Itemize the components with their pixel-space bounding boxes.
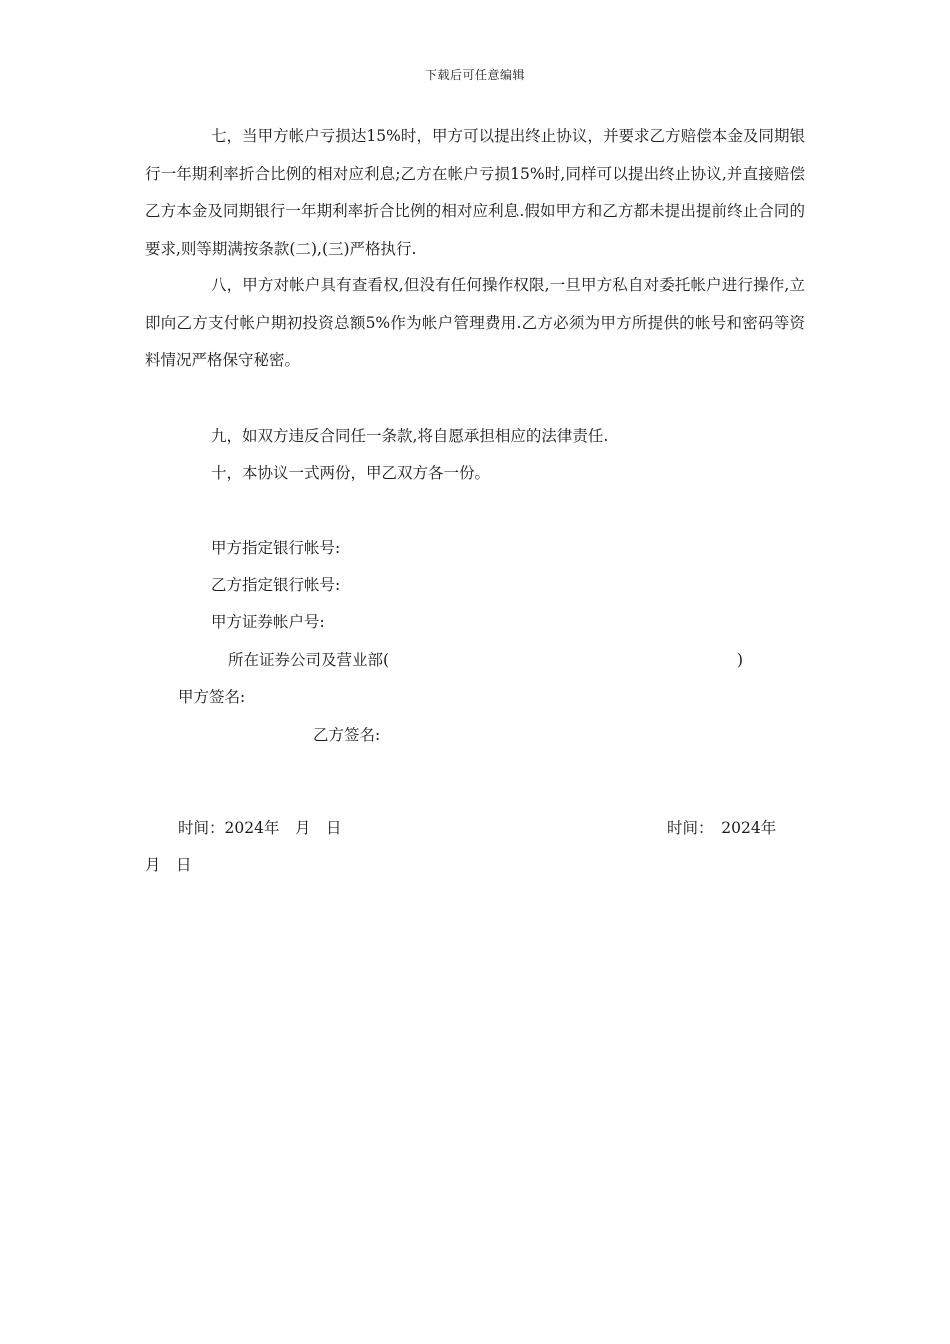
clause-7: 七，当甲方帐户亏损达15%时，甲方可以提出终止协议，并要求乙方赔偿本金及同期银行一年期利率折合比例的相对应利息;乙方在帐户亏损15%时,同样可以提出终止协议,并直接赔偿乙方本金及同期银行一年期利率折合比例的相对应利息.假如甲方和乙方都未提出提前终止合同的要求,则等期满按条款(二),(三)严格执行. [145,127,805,258]
party-b-signature-label: 乙方签名: [313,726,381,744]
party-a-date-line: 时间：2024年 月 日 [178,819,342,837]
clause-10: 十，本协议一式两份，甲乙双方各一份。 [211,464,491,482]
party-b-bank-account-label: 乙方指定银行帐号: [211,576,341,594]
securities-company-close-paren: ) [737,651,744,669]
party-b-date-line-1: 时间： 2024年 [667,819,777,837]
party-b-date-line-2: 月 日 [145,856,192,874]
clause-8: 八，甲方对帐户具有查看权,但没有任何操作权限,一旦甲方私自对委托帐户进行操作,立即向乙方支付帐户期初投资总额5%作为帐户管理费用.乙方必须为甲方所提供的帐号和密码等资料情况严格保守秘密。 [145,276,805,369]
securities-company-label: 所在证券公司及营业部( [228,651,390,669]
party-a-securities-account-label: 甲方证券帐户号: [211,613,325,631]
clause-9: 九，如双方违反合同任一条款,将自愿承担相应的法律责任. [211,427,609,445]
page-header-note: 下载后可任意编辑 [424,68,525,82]
party-a-signature-label: 甲方签名: [178,688,246,706]
party-a-bank-account-label: 甲方指定银行帐号: [211,539,341,557]
